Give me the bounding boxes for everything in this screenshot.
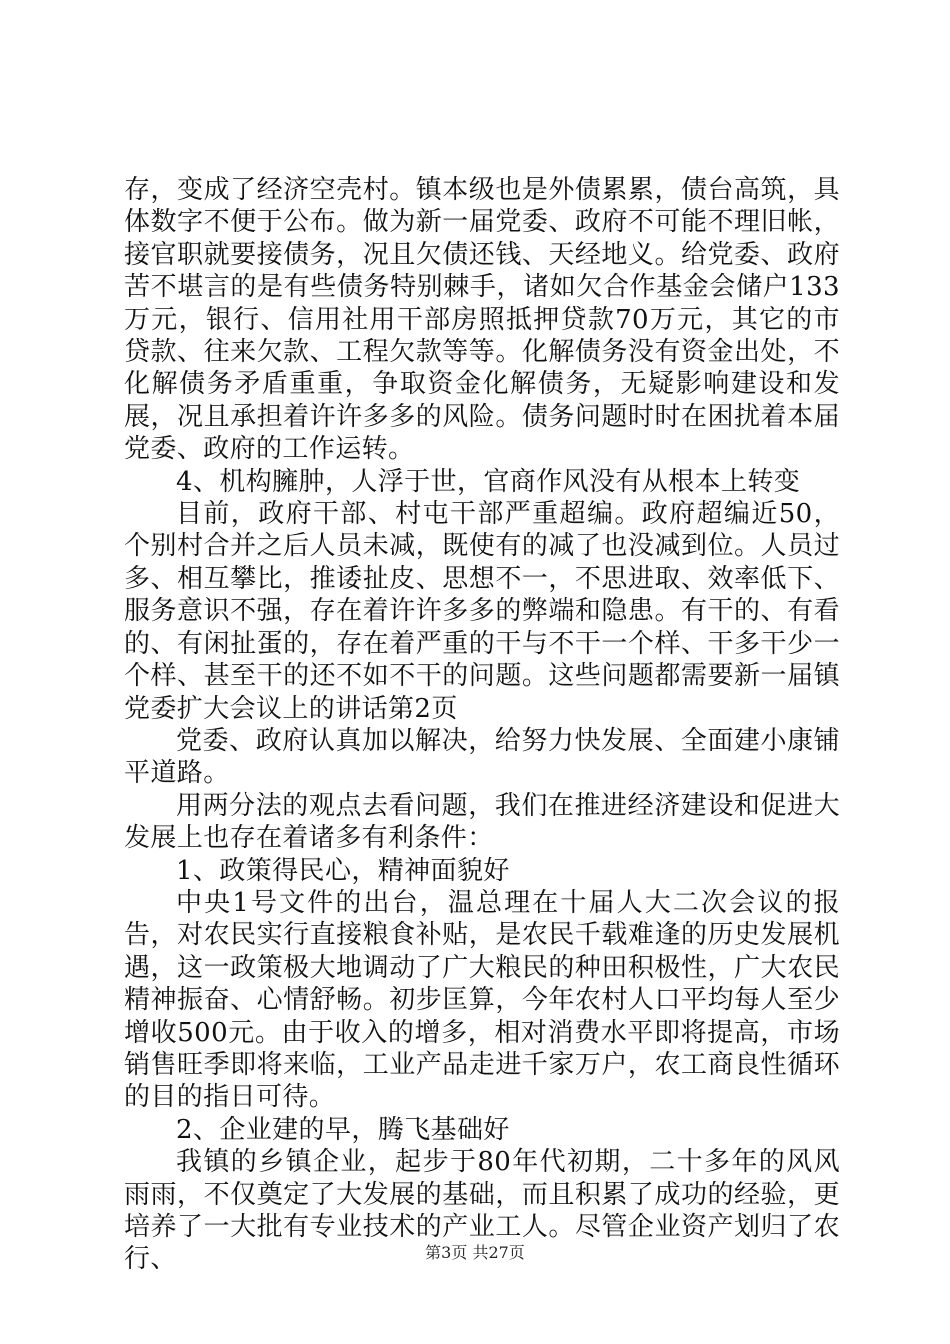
- paragraph-favorable-conditions: 用两分法的观点去看问题，我们在推进经济建设和促进大发展上也存在着诸多有利条件：: [124, 790, 840, 854]
- paragraph-resolve: 党委、政府认真加以解决，给努力快发展、全面建小康铺平道路。: [124, 725, 840, 789]
- paragraph-staffing: 目前，政府干部、村屯干部严重超编。政府超编近50，个别村合并之后人员未减，既使有的减了也没减到位。人员过多、相互攀比，推诿扯皮、思想不一，不思进取、效率低下、服务意识不强，存在着许许多多的弊端和隐患。有干的、有看的、有闲扯蛋的，存在着严重的干与不干一个样、干多干少一个样、甚至干的还不如不干的问题。这些问题都需要新一届镇党委扩大会议上的讲话第2页: [124, 499, 840, 724]
- heading-institutions: 4、机构臃肿，人浮于世，官商作风没有从根本上转变: [176, 466, 801, 497]
- paragraph-policy: 中央1号文件的出台，温总理在十届人大二次会议的报告，对农民实行直接粮食补贴，是农民千载难逢的历史发展机遇，这一政策极大地调动了广大粮民的种田积极性，广大农民精神振奋、心情舒畅。初步匡算，今年农村人口平均每人至少增收500元。由于收入的增多，相对消费水平即将提高，市场销售旺季即将来临，工业产品走进千家万户，农工商良性循环的目的指日可待。: [124, 887, 840, 1113]
- document-body: [124, 174, 840, 1276]
- heading-policy: 1、政策得民心，精神面貌好: [176, 855, 510, 886]
- page-number-footer: 第3页 共27页: [425, 1243, 525, 1262]
- heading-enterprise: 2、企业建的早，腾飞基础好: [176, 1114, 510, 1145]
- paragraph-debt: 存，变成了经济空壳村。镇本级也是外债累累，债台高筑，具体数字不便于公布。做为新一届党委、政府不可能不理旧帐，接官职就要接债务，况且欠债还钱、天经地义。给党委、政府苦不堪言的是有些债务特别棘手，诸如欠合作基金会储户133万元，银行、信用社用干部房照抵押贷款70万元，其它的市贷款、往来欠款、工程欠款等等。化解债务没有资金出处，不化解债务矛盾重重，争取资金化解债务，无疑影响建设和发展，况且承担着许许多多的风险。债务问题时时在困扰着本届党委、政府的工作运转。: [124, 175, 840, 465]
- paragraph-enterprise: 我镇的乡镇企业，起步于80年代初期，二十多年的风风雨雨，不仅奠定了大发展的基础，而且积累了成功的经验，更培养了一大批有专业技术的产业工人。尽管企业资产划归了农行、: [124, 1147, 840, 1275]
